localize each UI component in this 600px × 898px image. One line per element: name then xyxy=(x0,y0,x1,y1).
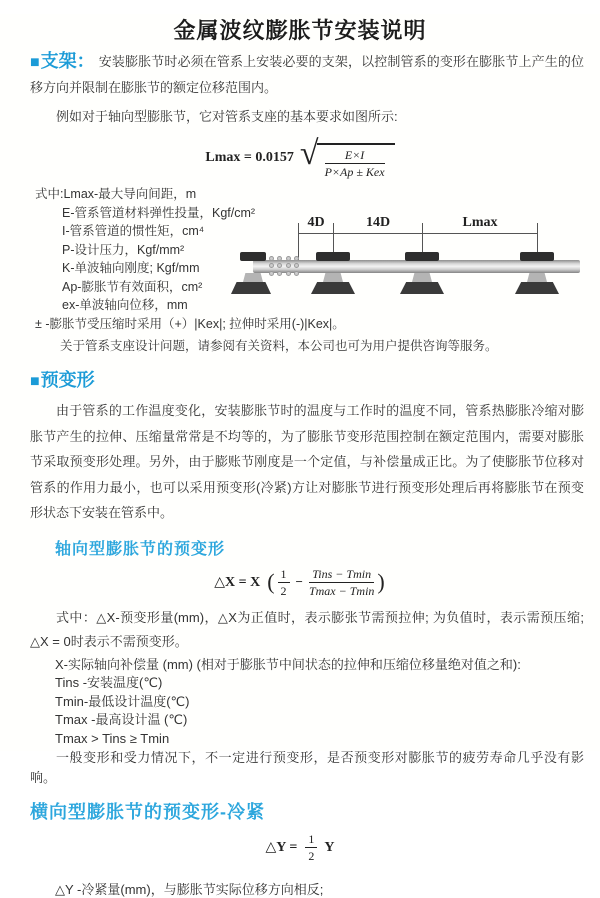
support-heading-label: 支架： xyxy=(40,51,95,71)
guide-support xyxy=(309,215,357,315)
fraction-numerator: 1 xyxy=(278,567,290,583)
document-page xyxy=(0,14,600,897)
definition-line: Tmin-最低设计温度(℃) xyxy=(55,693,190,709)
lateral-predeform-formula xyxy=(0,832,600,863)
fraction-numerator: Tins − Tmin xyxy=(309,567,374,583)
lmax-formula-lhs: Lmax = 0.0157 xyxy=(205,150,294,165)
support-intro-paragraph xyxy=(30,49,584,100)
lateral-note-line: △Y -冷紧量(mm)，与膨胀节实际位移方向相反; xyxy=(55,882,324,897)
one-half-fraction xyxy=(278,567,290,598)
sqrt-sign: √ xyxy=(299,135,319,172)
pipe-support-diagram xyxy=(247,215,597,315)
lateral-formula-lhs: △Y = xyxy=(265,840,298,855)
dim-label-14d: 14D xyxy=(365,215,391,230)
anchor-support xyxy=(237,215,285,315)
lateral-formula-rhs: Y xyxy=(324,839,335,855)
guide-support xyxy=(398,215,446,315)
definition-line: Ap-膨胀节有效面积，cm² xyxy=(62,279,203,294)
guide-support xyxy=(513,215,561,315)
minus-operator: − xyxy=(295,574,303,589)
lmax-fraction-denominator: P×Ap ± Kex xyxy=(324,165,385,179)
support-example-line: 例如对于轴向型膨胀节，它对管系支座的基本要求如图所示: xyxy=(56,109,398,124)
definition-line: E-管系管道材料弹性投量，Kgf/cm² xyxy=(62,205,256,220)
fraction-denominator: 2 xyxy=(308,849,315,863)
open-paren: ( xyxy=(267,569,275,594)
axial-explain-paragraph: 式中：△X-预变形量(mm)，△X为正值时，表示膨张节需预拉伸; 为负值时，表示需预压缩; △X = 0时表示不需预变形。 xyxy=(30,609,584,649)
fraction-numerator: 1 xyxy=(305,832,317,848)
page-title: 金属波纹膨胀节安装说明 xyxy=(173,18,427,43)
dim-label-4d: 4D xyxy=(307,215,325,230)
section-square-icon: ■ xyxy=(30,54,40,71)
section-square-icon: ■ xyxy=(30,373,40,390)
fraction-denominator: 2 xyxy=(280,583,287,598)
predeform-heading-block xyxy=(30,368,600,394)
support-section-heading xyxy=(30,49,95,75)
definition-line: 式中:Lmax-最大导向间距，m xyxy=(35,187,197,201)
temperature-fraction xyxy=(309,567,374,598)
definition-line: I-管系管道的惯性矩，cm⁴ xyxy=(62,224,205,238)
axial-formula-lhs: △X = X xyxy=(214,574,261,590)
definition-line: P-设计压力，Kgf/mm² xyxy=(62,242,185,257)
one-half-fraction xyxy=(305,832,317,863)
lmax-fraction xyxy=(325,148,385,179)
lmax-formula xyxy=(0,137,600,179)
support-intro-text: 安装膨胀节时必须在管系上安装必要的支架，以控制管系的变形在膨胀节上产生的位移方向并限制在膨胀节的额定位移范围内。 xyxy=(30,54,584,95)
axial-subsection-heading: 轴向型膨胀节的预变形 xyxy=(55,540,226,558)
predeform-heading-label: 预变形 xyxy=(40,370,95,390)
definition-line: ± -膨胀节受压缩时采用（+）|Kex|; 拉伸时采用(-)|Kex|。 xyxy=(35,316,345,331)
support-note: 关于管系支座设计问题，请参阅有关资料，本公司也可为用户提供咨询等服务。 xyxy=(60,339,498,353)
close-paren: ) xyxy=(377,569,385,594)
predeform-section-heading xyxy=(30,368,95,394)
definition-line: X-实际轴向补偿量 (mm) (相对于膨胀节中间状态的拉伸和压缩位移量绝对值之和): xyxy=(55,656,521,672)
dim-label-lmax: Lmax xyxy=(462,215,498,230)
predeform-body-paragraph: 由于管系的工作温度变化，安装膨胀节时的温度与工作时的温度不同，管系热膨胀冷缩对膨胀节产生的拉伸、压缩量常常是不均等的，为了膨胀节变形范围控制在额定范围内，需要对膨胀节采取预变形处理。另外，由于膨账节刚度是一个定值，与补偿量成正比。为了使膨胀节位移对管系的作用力最小，也可以采用预变形(冷紧)方让对膨胀节进行预变形处理后再将膨胀节在预变形状态下安装在管系中。 xyxy=(30,403,584,520)
definitions-region xyxy=(35,185,595,356)
definition-line: Tins -安装温度(℃) xyxy=(55,675,163,690)
definition-line: K-单波轴向刚度; Kgf/mm xyxy=(62,261,200,275)
definition-line: Tmax > Tins ≥ Tmin xyxy=(55,730,170,746)
axial-definitions xyxy=(55,656,600,749)
axial-predeform-formula xyxy=(0,567,600,598)
axial-note-line: 一般变形和受力情况下，不一定进行预变形，是否预变形对膨胀节的疲劳寿命几乎没有影响。 xyxy=(30,750,584,785)
definition-line: ex-单波轴向位移，mm xyxy=(62,298,188,312)
lateral-subsection-heading: 横向型膨胀节的预变形-冷紧 xyxy=(30,802,265,822)
radical xyxy=(300,137,395,179)
lmax-fraction-numerator: E×I xyxy=(325,148,385,164)
fraction-denominator: Tmax − Tmin xyxy=(308,583,375,598)
definition-line: Tmax -最高设计温 (℃) xyxy=(55,712,188,727)
